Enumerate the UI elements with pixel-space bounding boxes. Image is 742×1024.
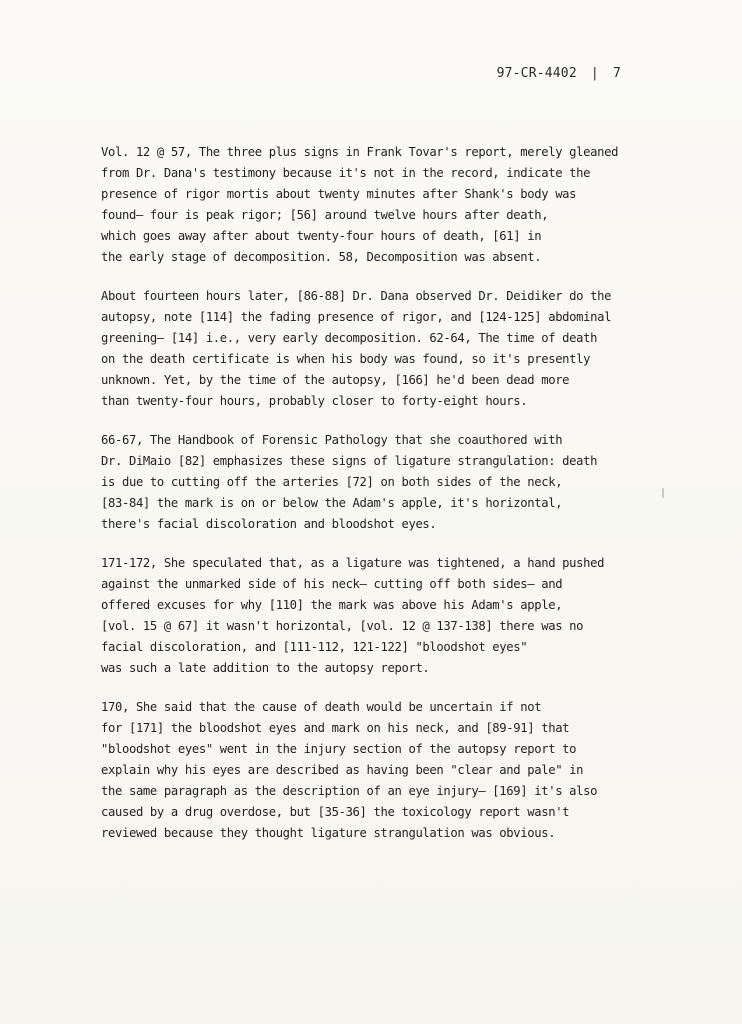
paragraph-2 — [101, 286, 641, 412]
document-body — [101, 142, 641, 862]
text-line: for [171] the bloodshot eyes and mark on his neck, and [89-91] that — [101, 721, 570, 735]
header-separator: | — [590, 66, 599, 81]
text-line: from Dr. Dana's testimony because it's not in the record, indicate the — [101, 166, 591, 180]
text-line: offered excuses for why [110] the mark was above his Adam's apple, — [101, 598, 563, 612]
text-line: [83-84] the mark is on or below the Adam's apple, it's horizontal, — [101, 496, 563, 510]
paragraph-5 — [101, 697, 641, 844]
text-line: Vol. 12 @ 57, The three plus signs in Frank Tovar's report, merely gleaned — [101, 145, 619, 159]
text-line: 171-172, She speculated that, as a ligature was tightened, a hand pushed — [101, 556, 605, 570]
text-line: the early stage of decomposition. 58, Decomposition was absent. — [101, 250, 542, 264]
text-line: was such a late addition to the autopsy report. — [101, 661, 430, 675]
text-line: 170, She said that the cause of death would be uncertain if not — [101, 700, 542, 714]
scan-speck — [662, 488, 664, 498]
text-line: there's facial discoloration and bloodshot eyes. — [101, 517, 437, 531]
text-line: the same paragraph as the description of an eye injury— [169] it's also — [101, 784, 598, 798]
text-line: autopsy, note [114] the fading presence of rigor, and [124-125] abdominal — [101, 310, 612, 324]
text-line: greening— [14] i.e., very early decomposition. 62-64, The time of death — [101, 331, 598, 345]
text-line: Dr. DiMaio [82] emphasizes these signs of ligature strangulation: death — [101, 454, 598, 468]
text-line: [vol. 15 @ 67] it wasn't horizontal, [vol. 12 @ 137-138] there was no — [101, 619, 584, 633]
text-line: facial discoloration, and [111-112, 121-122] "bloodshot eyes" — [101, 640, 528, 654]
text-line: unknown. Yet, by the time of the autopsy, [166] he'd been dead more — [101, 373, 570, 387]
text-line: caused by a drug overdose, but [35-36] the toxicology report wasn't — [101, 805, 570, 819]
text-line: About fourteen hours later, [86-88] Dr. Dana observed Dr. Deidiker do the — [101, 289, 612, 303]
text-line: against the unmarked side of his neck— cutting off both sides— and — [101, 577, 563, 591]
text-line: 66-67, The Handbook of Forensic Pathology that she coauthored with — [101, 433, 563, 447]
text-line: on the death certificate is when his body was found, so it's presently — [101, 352, 591, 366]
paragraph-4 — [101, 553, 641, 679]
text-line: explain why his eyes are described as having been "clear and pale" in — [101, 763, 584, 777]
page-number: 7 — [612, 66, 621, 81]
text-line: "bloodshot eyes" went in the injury section of the autopsy report to — [101, 742, 577, 756]
text-line: is due to cutting off the arteries [72] on both sides of the neck, — [101, 475, 563, 489]
text-line: found— four is peak rigor; [56] around twelve hours after death, — [101, 208, 549, 222]
text-line: which goes away after about twenty-four hours of death, [61] in — [101, 229, 542, 243]
page-header — [497, 66, 621, 81]
text-line: than twenty-four hours, probably closer to forty-eight hours. — [101, 394, 528, 408]
case-number: 97-CR-4402 — [496, 66, 577, 81]
text-line: reviewed because they thought ligature strangulation was obvious. — [101, 826, 556, 840]
paragraph-3 — [101, 430, 641, 535]
paragraph-1 — [101, 142, 641, 268]
text-line: presence of rigor mortis about twenty minutes after Shank's body was — [101, 187, 577, 201]
